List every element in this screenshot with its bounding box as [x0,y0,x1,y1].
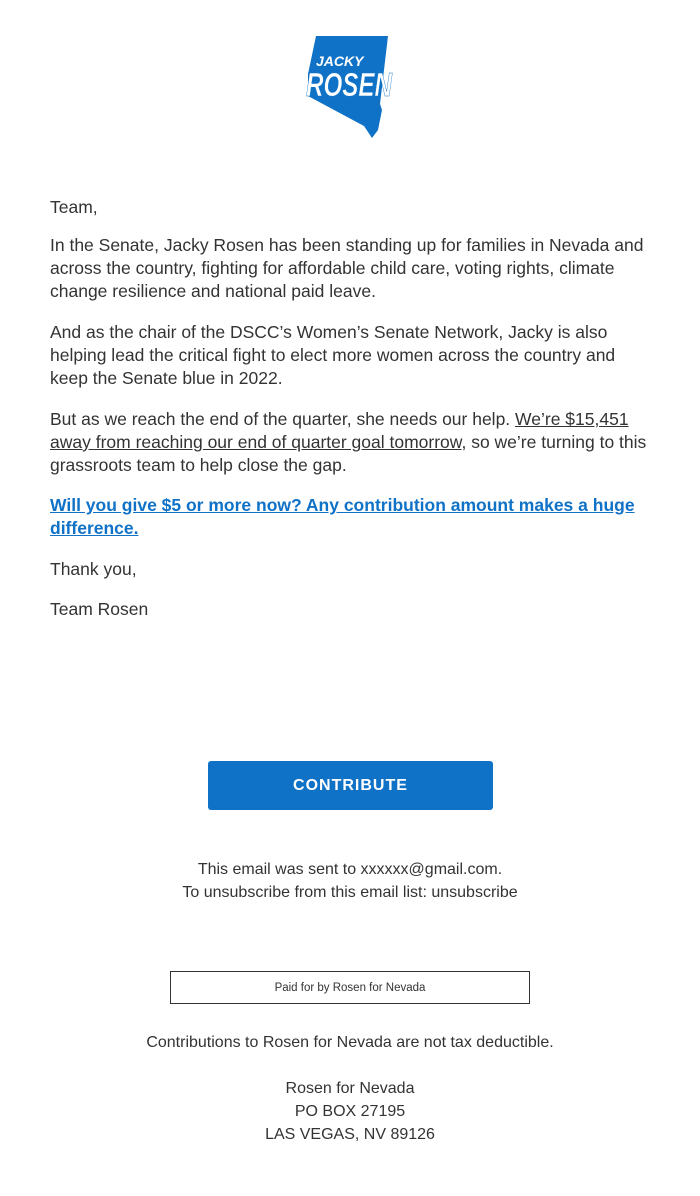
email-paragraph-3 [50,408,654,477]
logo-rosen-text: ROSEN [306,66,393,103]
paragraph-3-intro: But as we reach the end of the quarter, she needs our help. [50,409,516,429]
donate-cta-paragraph [50,494,654,540]
paid-for-disclaimer: Paid for by Rosen for Nevada [170,971,530,1004]
email-thanks: Thank you, [50,559,137,579]
nevada-shape-icon [300,34,400,144]
address-po-box: PO BOX 27195 [294,1103,406,1120]
email-salutation: Team, [50,197,98,217]
goal-link[interactable]: We’re $15,451 away from reaching our end of quarter goal tomorrow [50,409,629,452]
tax-notice: Contributions to Rosen for Nevada are not tax deductible. [146,1034,554,1051]
logo-senate-text: SENATE [336,100,372,110]
donate-cta-link[interactable]: Will you give $5 or more now? Any contribution amount makes a huge difference. [50,495,635,538]
rosen-logo [300,34,400,144]
email-paragraph-2: And as the chair of the DSCC’s Women’s Senate Network, Jacky is also helping lead the critical fight to elect more women across the country and keep the Senate blue in 2022. [50,322,616,388]
paragraph-3-rest: , so we’re turning to this grassroots team to help close the gap. [50,432,647,475]
address-name: Rosen for Nevada [285,1080,415,1097]
unsubscribe-notice[interactable]: To unsubscribe from this email list: unsubscribe [182,884,518,901]
address-city: LAS VEGAS, NV 89126 [265,1126,435,1143]
sent-to-notice: This email was sent to xxxxxx@gmail.com. [197,861,503,878]
email-paragraph-1: In the Senate, Jacky Rosen has been standing up for families in Nevada and across the country, fighting for affordable child care, voting rights, climate change resilience and national paid leave. [50,235,644,301]
logo-jacky-text: JACKY [316,53,364,69]
contribute-button[interactable]: CONTRIBUTE [208,761,493,810]
email-signoff: Team Rosen [50,599,149,619]
